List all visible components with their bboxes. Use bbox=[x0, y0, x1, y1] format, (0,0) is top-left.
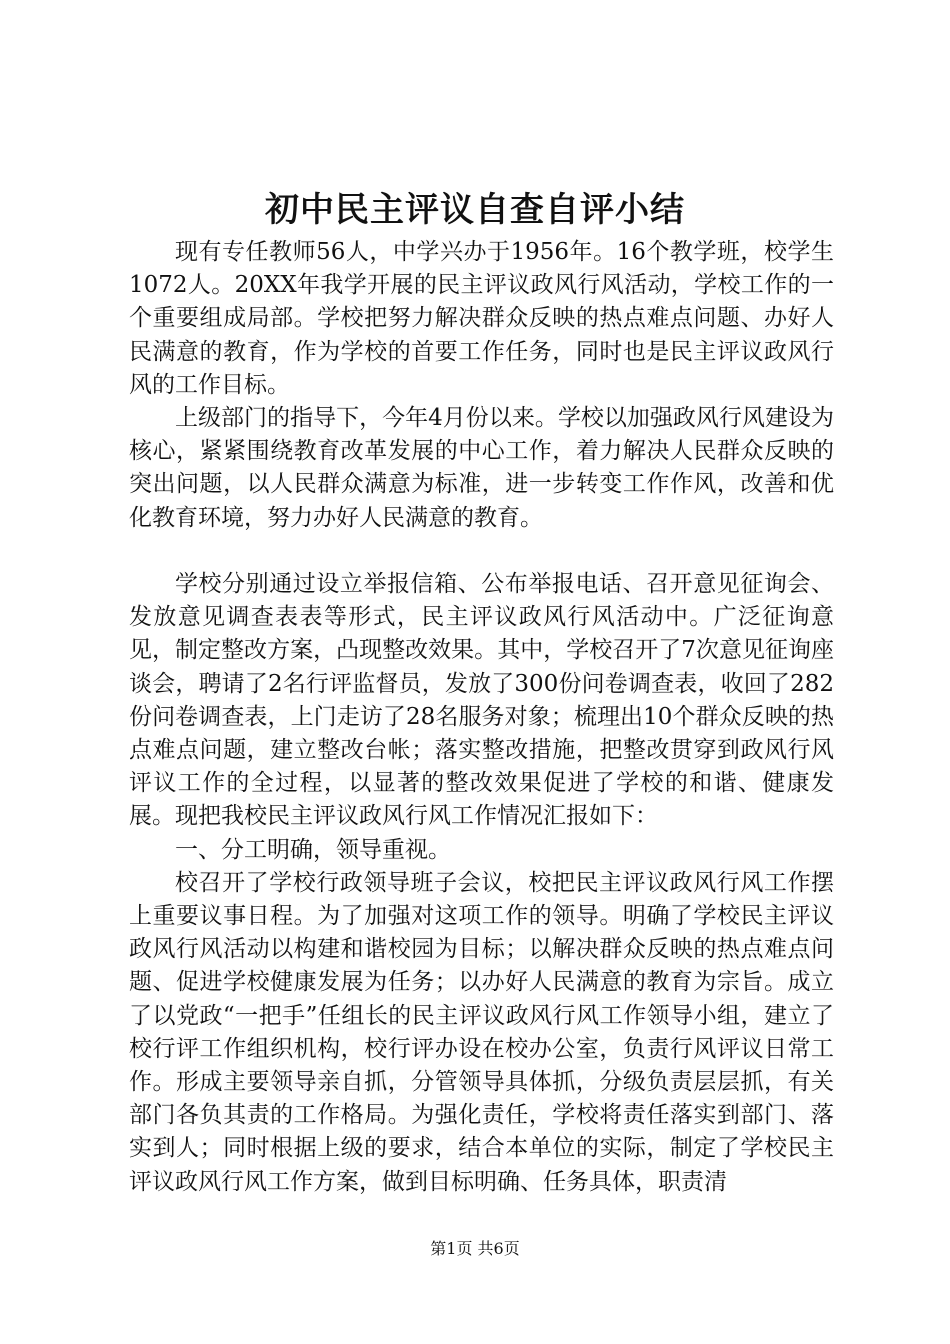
paragraph-leadership: 校召开了学校行政领导班子会议，校把民主评议政风行风工作摆上重要议事日程。为了加强对这项工作的领导。明确了学校民主评议政风行风活动以构建和谐校园为目标；以解决群众反映的热点难点问题、促进学校健康发展为任务；以办好人民满意的教育为宗旨。成立了以党政“一把手”任组长的民主评议政风行风工作领导小组，建立了校行评工作组织机构，校行评办设在校办公室，负责行风评议日常工作。形成主要领导亲自抓，分管领导具体抓，分级负责层层抓，有关部门各负其责的工作格局。为强化责任，学校将责任落实到部门、落实到人；同时根据上级的要求，结合本单位的实际，制定了学校民主评议政风行风工作方案，做到目标明确、任务具体，职责清 bbox=[129, 869, 834, 1195]
section-heading-1: 一、分工明确，领导重视。 bbox=[175, 836, 451, 863]
paragraph-methods: 学校分别通过设立举报信箱、公布举报电话、召开意见征询会、发放意见调查表表等形式，民主评议政风行风活动中。广泛征询意见，制定整改方案，凸现整改效果。其中，学校召开了7次意见征询座谈会，聘请了2名行评监督员，发放了300份问卷调查表，收回了282份问卷调查表，上门走访了28名服务对象；梳理出10个群众反映的热点难点问题，建立整改台帐；落实整改措施，把整改贯穿到政风行风评议工作的全过程，以显著的整改效果促进了学校的和谐、健康发展。现把我校民主评议政风行风工作情况汇报如下： bbox=[129, 571, 834, 830]
page-number: 第1页 共6页 bbox=[430, 1239, 520, 1258]
document-body bbox=[129, 236, 834, 1199]
document-title: 初中民主评议自查自评小结 bbox=[265, 190, 685, 230]
paragraph-intro: 现有专任教师56人，中学兴办于1956年。16个教学班，校学生1072人。20XX年我学开展的民主评议政风行风活动，学校工作的一个重要组成局部。学校把努力解决群众反映的热点难点问题、办好人民满意的教育，作为学校的首要工作任务，同时也是民主评议政风行风的工作目标。 bbox=[129, 239, 834, 398]
paragraph-guidance: 上级部门的指导下，今年4月份以来。学校以加强政风行风建设为核心，紧紧围绕教育改革发展的中心工作，着力解决人民群众反映的突出问题，以人民群众满意为标准，进一步转变工作作风，改善和优化教育环境，努力办好人民满意的教育。 bbox=[129, 405, 834, 531]
